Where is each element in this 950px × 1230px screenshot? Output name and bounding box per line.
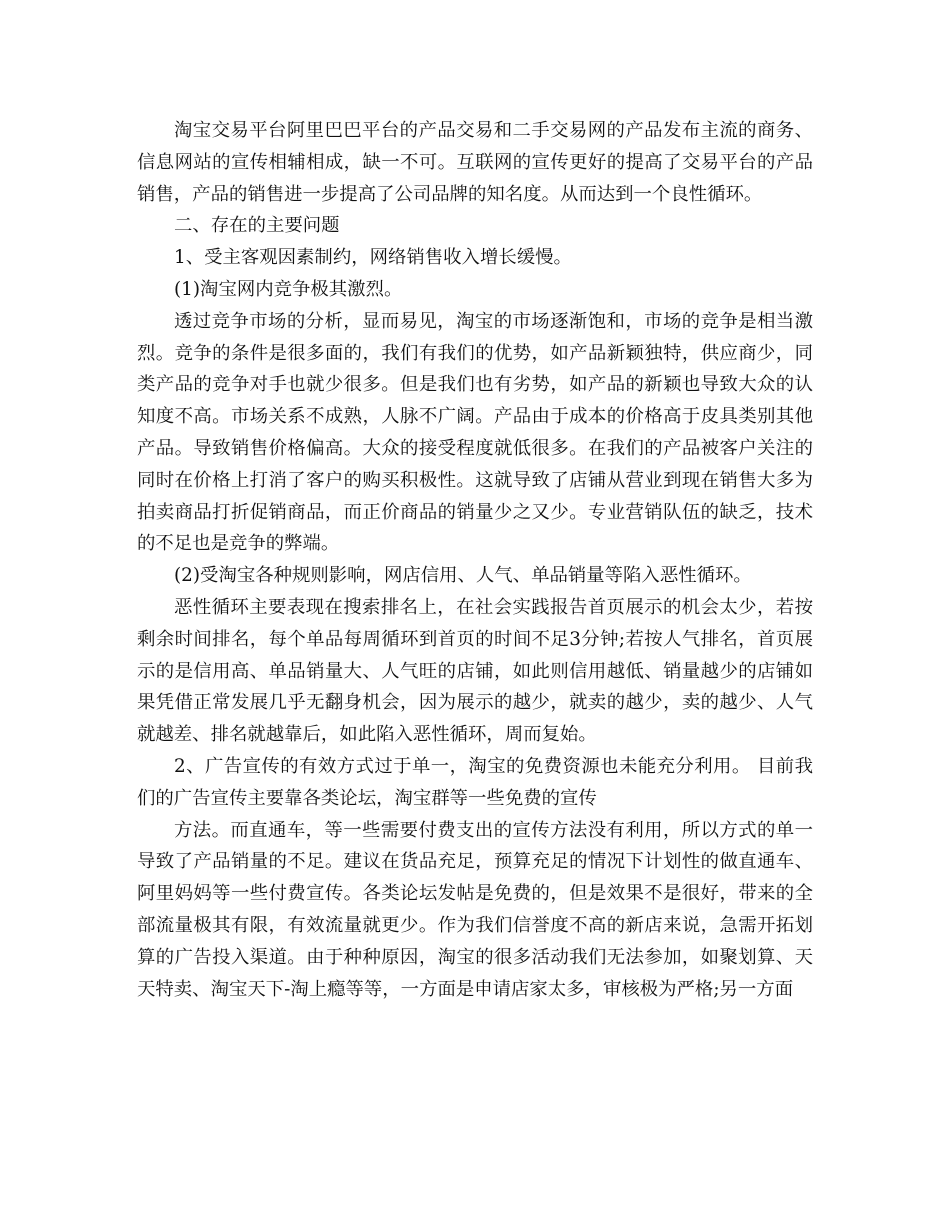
- subheading-1: 1、受主客观因素制约，网络销售收入增长缓慢。: [174, 247, 572, 269]
- subheading-1-2: (2)受淘宝各种规则影响，网店信用、人气、单品销量等陷入恶性循环。: [174, 565, 752, 587]
- subheading-1-1: (1)淘宝网内竞争极其激烈。: [174, 278, 403, 300]
- section-heading: 二、存在的主要问题: [174, 215, 340, 237]
- paragraph-advertising: 2、广告宣传的有效方式过于单一，淘宝的免费资源也未能充分利用。 目前我们的广告宣传主要靠各类论坛，淘宝群等一些免费的宣传: [137, 755, 813, 809]
- document-body: [137, 115, 813, 1005]
- paragraph-competition: 透过竞争市场的分析，显而易见，淘宝的市场逐渐饱和，市场的竞争是相当激烈。竞争的条件是很多面的，我们有我们的优势，如产品新颖独特，供应商少，同类产品的竞争对手也就少很多。但是我们也有劣势，如产品的新颖也导致大众的认知度不高。市场关系不成熟，人脉不广阔。产品由于成本的价格高于皮具类别其他产品。导致销售价格偏高。大众的接受程度就低很多。在我们的产品被客户关注的同时在价格上打消了客户的购买积极性。这就导致了店铺从营业到现在销售大多为拍卖商品打折促销商品，而正价商品的销量少之又少。专业营销队伍的缺乏，技术的不足也是竞争的弊端。: [137, 310, 813, 555]
- paragraph-vicious-cycle: 恶性循环主要表现在搜索排名上，在社会实践报告首页展示的机会太少，若按剩余时间排名，每个单品每周循环到首页的时间不足3分钟;若按人气排名，首页展示的是信用高、单品销量大、人气旺的店铺，如此则信用越低、销量越少的店铺如果凭借正常发展几乎无翻身机会，因为展示的越少，就卖的越少，卖的越少、人气就越差、排名就越靠后，如此陷入恶性循环，周而复始。: [137, 596, 813, 746]
- paragraph-intro: 淘宝交易平台阿里巴巴平台的产品交易和二手交易网的产品发布主流的商务、信息网站的宣传相辅相成，缺一不可。互联网的宣传更好的提高了交易平台的产品销售，产品的销售进一步提高了公司品牌的知名度。从而达到一个良性循环。: [137, 120, 813, 205]
- paragraph-methods: 方法。而直通车，等一些需要付费支出的宣传方法没有利用，所以方式的单一导致了产品销量的不足。建议在货品充足，预算充足的情况下计划性的做直通车、阿里妈妈等一些付费宣传。各类论坛发帖是免费的，但是效果不是很好，带来的全部流量极其有限，有效流量就更少。作为我们信誉度不高的新店来说，急需开拓划算的广告投入渠道。由于种种原因，淘宝的很多活动我们无法参加，如聚划算、天天特卖、淘宝天下-淘上瘾等等，一方面是申请店家太多，审核极为严格;另一方面: [137, 819, 813, 1000]
